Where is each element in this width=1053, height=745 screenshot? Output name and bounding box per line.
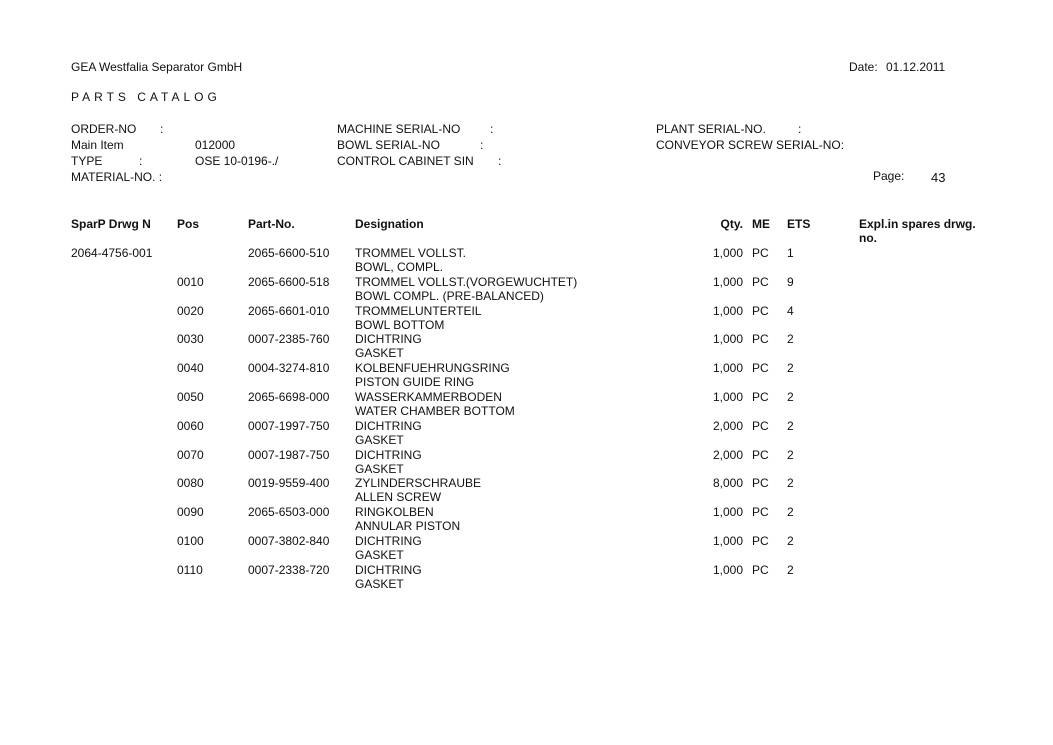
table-row <box>0 275 1053 304</box>
cell-designation-de: DICHTRING <box>355 533 422 548</box>
table-row <box>0 332 1053 361</box>
cell-drwg: 2064-4756-001 <box>71 246 153 260</box>
cell-ets: 4 <box>787 303 794 318</box>
col-header-expl-line2: no. <box>859 231 877 245</box>
table-row <box>0 505 1053 534</box>
cell-qty: 1,000 <box>712 361 743 376</box>
col-header-me: ME <box>752 217 770 231</box>
plant-serial-label: PLANT SERIAL-NO. <box>656 122 766 136</box>
col-header-designation: Designation <box>355 217 424 231</box>
cell-qty: 8,000 <box>712 476 743 491</box>
cell-ets: 2 <box>787 447 794 462</box>
table-row <box>0 361 1053 390</box>
cell-qty: 2,000 <box>712 418 743 433</box>
cell-part-no: 0004-3274-810 <box>248 361 330 376</box>
cell-qty: 1,000 <box>712 533 743 548</box>
cell-part-no: 0007-2338-720 <box>248 562 330 577</box>
cell-ets: 2 <box>787 389 794 404</box>
order-no-label: ORDER-NO <box>71 122 137 136</box>
table-row <box>0 304 1053 333</box>
cell-pos: 0060 <box>177 418 204 433</box>
order-no-colon: : <box>160 122 164 136</box>
conveyor-serial-label: CONVEYOR SCREW SERIAL-NO: <box>656 138 845 152</box>
cell-me: PC <box>752 476 769 491</box>
cell-pos: 0040 <box>177 361 204 376</box>
cell-pos: 0050 <box>177 389 204 404</box>
control-cabinet-colon: : <box>498 154 502 168</box>
cell-designation-de: TROMMELUNTERTEIL <box>355 303 482 318</box>
table-row <box>0 534 1053 563</box>
cell-designation-en: ALLEN SCREW <box>355 490 442 505</box>
cell-me: PC <box>752 303 769 318</box>
cell-pos: 0010 <box>177 274 204 289</box>
cell-designation-de: DICHTRING <box>355 562 422 577</box>
cell-part-no: 0007-3802-840 <box>248 533 330 548</box>
cell-pos: 0090 <box>177 505 204 520</box>
cell-me: PC <box>752 361 769 376</box>
cell-ets: 2 <box>787 562 794 577</box>
date-label: Date: <box>849 60 878 74</box>
company-name: GEA Westfalia Separator GmbH <box>71 60 243 74</box>
cell-designation-de: ZYLINDERSCHRAUBE <box>355 476 482 491</box>
cell-part-no: 0007-2385-760 <box>248 332 330 347</box>
cell-qty: 1,000 <box>712 332 743 347</box>
cell-designation-de: DICHTRING <box>355 332 422 347</box>
cell-pos: 0080 <box>177 476 204 491</box>
col-header-part-no: Part-No. <box>248 217 295 231</box>
table-row <box>0 563 1053 592</box>
cell-pos: 0030 <box>177 332 204 347</box>
cell-designation-de: RINGKOLBEN <box>355 505 434 520</box>
cell-qty: 1,000 <box>712 246 743 260</box>
table-row <box>0 246 1053 275</box>
cell-part-no: 2065-6600-518 <box>248 274 330 289</box>
cell-me: PC <box>752 274 769 289</box>
cell-designation-de: WASSERKAMMERBODEN <box>355 389 502 404</box>
cell-qty: 1,000 <box>712 562 743 577</box>
cell-designation-en: GASKET <box>355 432 404 447</box>
cell-qty: 1,000 <box>712 274 743 289</box>
bowl-serial-label: BOWL SERIAL-NO <box>337 138 440 152</box>
machine-serial-label: MACHINE SERIAL-NO <box>337 122 461 136</box>
cell-designation-en: GASKET <box>355 461 404 476</box>
col-header-pos: Pos <box>177 217 200 231</box>
cell-part-no: 2065-6600-510 <box>248 246 330 260</box>
type-colon: : <box>139 154 143 168</box>
cell-designation-en: GASKET <box>355 346 404 361</box>
cell-part-no: 0007-1997-750 <box>248 418 330 433</box>
col-header-ets: ETS <box>787 217 811 231</box>
main-item-label: Main Item <box>71 138 124 152</box>
cell-me: PC <box>752 505 769 520</box>
col-header-qty: Qty. <box>720 217 743 231</box>
cell-designation-de: KOLBENFUEHRUNGSRING <box>355 361 510 376</box>
bowl-serial-colon: : <box>480 138 484 152</box>
col-header-drwg: SparP Drwg N <box>71 217 151 231</box>
cell-me: PC <box>752 562 769 577</box>
cell-pos: 0020 <box>177 303 204 318</box>
type-label: TYPE <box>71 154 103 168</box>
table-row <box>0 390 1053 419</box>
cell-designation-en: BOWL COMPL. (PRE-BALANCED) <box>355 288 544 303</box>
cell-pos: 0070 <box>177 447 204 462</box>
control-cabinet-label: CONTROL CABINET SIN <box>337 154 474 168</box>
table-header <box>0 217 1053 247</box>
table-row <box>0 476 1053 505</box>
date-value: 01.12.2011 <box>886 60 946 74</box>
cell-me: PC <box>752 447 769 462</box>
cell-ets: 2 <box>787 332 794 347</box>
cell-ets: 9 <box>787 274 794 289</box>
cell-ets: 2 <box>787 418 794 433</box>
cell-part-no: 0019-9559-400 <box>248 476 330 491</box>
plant-serial-colon: : <box>798 122 802 136</box>
cell-designation-en: BOWL BOTTOM <box>355 317 445 332</box>
cell-me: PC <box>752 533 769 548</box>
cell-designation-de: DICHTRING <box>355 447 422 462</box>
cell-me: PC <box>752 389 769 404</box>
cell-designation-en: BOWL, COMPL. <box>355 260 444 274</box>
parts-table-body <box>0 246 1053 592</box>
cell-designation-en: ANNULAR PISTON <box>355 519 461 534</box>
table-row <box>0 419 1053 448</box>
page-number: 43 <box>931 170 946 185</box>
cell-ets: 2 <box>787 361 794 376</box>
cell-designation-en: PISTON GUIDE RING <box>355 375 475 390</box>
cell-designation-en: GASKET <box>355 547 404 562</box>
cell-designation-de: TROMMEL VOLLST.(VORGEWUCHTET) <box>355 274 578 289</box>
cell-part-no: 2065-6503-000 <box>248 505 330 520</box>
material-no-label: MATERIAL-NO. : <box>71 170 163 184</box>
cell-pos: 0100 <box>177 533 204 548</box>
cell-ets: 2 <box>787 533 794 548</box>
col-header-expl-line1: Expl.in spares drwg. <box>859 217 976 231</box>
cell-qty: 1,000 <box>712 303 743 318</box>
cell-designation-de: TROMMEL VOLLST. <box>355 246 466 260</box>
main-item-value: 012000 <box>195 138 236 152</box>
page-label: Page: <box>873 169 905 183</box>
machine-serial-colon: : <box>490 122 494 136</box>
cell-qty: 1,000 <box>712 505 743 520</box>
cell-designation-de: DICHTRING <box>355 418 422 433</box>
cell-part-no: 0007-1987-750 <box>248 447 330 462</box>
cell-ets: 2 <box>787 505 794 520</box>
cell-me: PC <box>752 332 769 347</box>
table-row <box>0 448 1053 477</box>
cell-ets: 2 <box>787 476 794 491</box>
cell-pos: 0110 <box>177 562 203 577</box>
cell-part-no: 2065-6698-000 <box>248 389 330 404</box>
cell-me: PC <box>752 246 769 260</box>
cell-part-no: 2065-6601-010 <box>248 303 330 318</box>
cell-designation-en: GASKET <box>355 576 404 591</box>
cell-qty: 1,000 <box>712 389 743 404</box>
cell-designation-en: WATER CHAMBER BOTTOM <box>355 403 515 418</box>
cell-qty: 2,000 <box>712 447 743 462</box>
cell-me: PC <box>752 418 769 433</box>
cell-ets: 1 <box>787 246 794 260</box>
type-value: OSE 10-0196-./ <box>195 154 279 168</box>
document-title: PARTS CATALOG <box>71 90 221 104</box>
